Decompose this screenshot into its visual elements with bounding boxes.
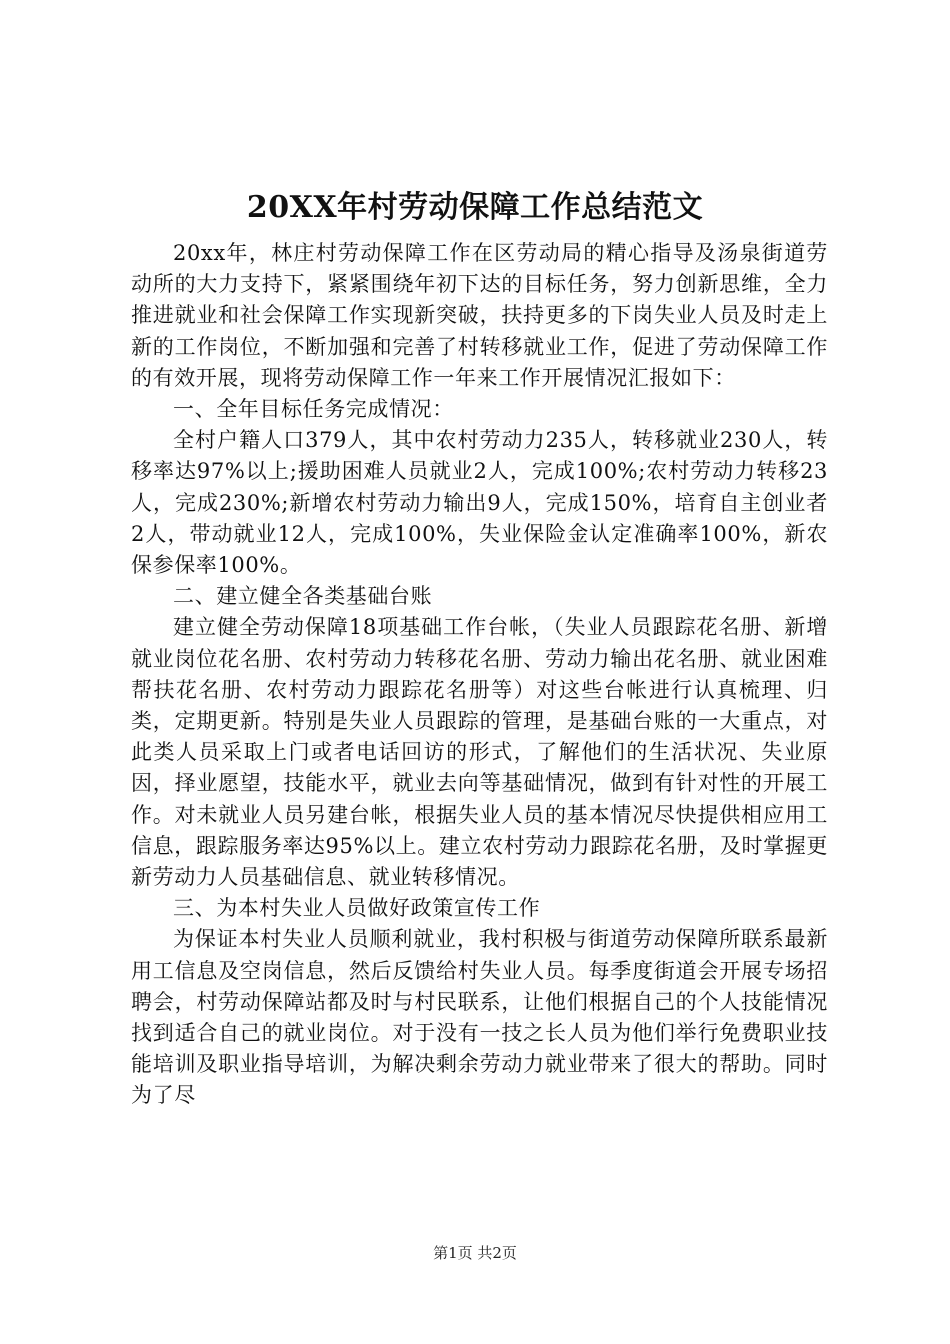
document-title: 20XX年村劳动保障工作总结范文 xyxy=(246,190,704,225)
section-heading-2: 二、建立健全各类基础台账 xyxy=(173,584,433,609)
page-footer: 第1页 共2页 xyxy=(433,1244,517,1262)
paragraph-intro: 20xx年，林庄村劳动保障工作在区劳动局的精心指导及汤泉街道劳动所的大力支持下，紧紧围绕年初下达的目标任务，努力创新思维，全力推进就业和社会保障工作实现新突破，扶持更多的下岗失业人员及时走上新的工作岗位，不断加强和完善了村转移就业工作，促进了劳动保障工作的有效开展，现将劳动保障工作一年来工作开展情况汇报如下： xyxy=(131,241,828,390)
document-body xyxy=(131,238,828,1112)
paragraph-targets: 全村户籍人口379人，其中农村劳动力235人，转移就业230人，转移率达97%以上;援助困难人员就业2人，完成100%;农村劳动力转移23人，完成230%;新增农村劳动力输出9人，完成150%，培育自主创业者2人，带动就业12人，完成100%，失业保险金认定准确率100%，新农保参保率100%。 xyxy=(131,428,828,578)
section-heading-3: 三、为本村失业人员做好政策宣传工作 xyxy=(173,896,541,921)
paragraph-ledgers: 建立健全劳动保障18项基础工作台帐，（失业人员跟踪花名册、新增就业岗位花名册、农村劳动力转移花名册、劳动力输出花名册、就业困难帮扶花名册、农村劳动力跟踪花名册等）对这些台帐进行认真梳理、归类，定期更新。特别是失业人员跟踪的管理，是基础台账的一大重点，对此类人员采取上门或者电话回访的形式，了解他们的生活状况、失业原因，择业愿望，技能水平，就业去向等基础情况，做到有针对性的开展工作。对未就业人员另建台帐，根据失业人员的基本情况尽快提供相应用工信息，跟踪服务率达95%以上。建立农村劳动力跟踪花名册，及时掌握更新劳动力人员基础信息、就业转移情况。 xyxy=(131,615,828,890)
paragraph-policy: 为保证本村失业人员顺利就业，我村积极与街道劳动保障所联系最新用工信息及空岗信息，然后反馈给村失业人员。每季度街道会开展专场招聘会，村劳动保障站都及时与村民联系，让他们根据自己的个人技能情况找到适合自己的就业岗位。对于没有一技之长人员为他们举行免费职业技能培训及职业指导培训，为解决剩余劳动力就业带来了很大的帮助。同时为了尽 xyxy=(131,927,828,1108)
section-heading-1: 一、全年目标任务完成情况： xyxy=(173,397,454,422)
